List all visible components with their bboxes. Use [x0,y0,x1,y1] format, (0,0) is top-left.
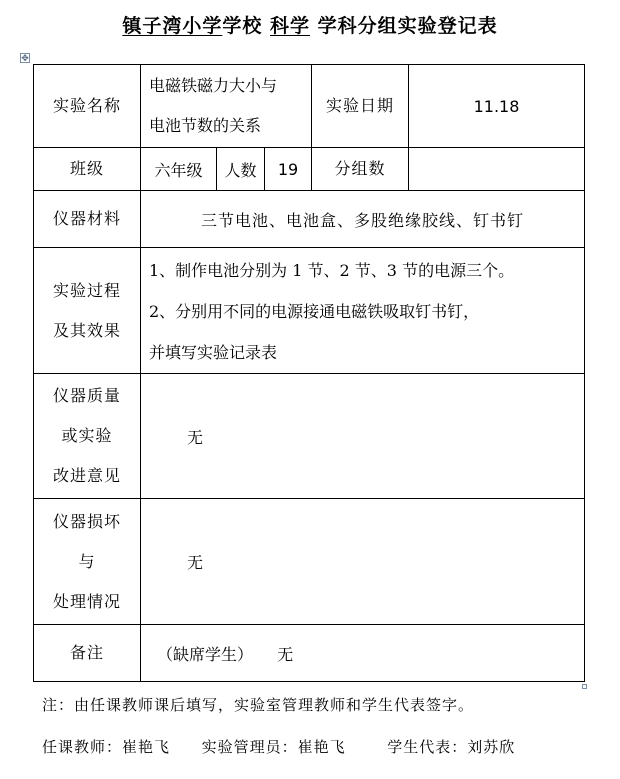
manager-label: 实验管理员： [201,738,298,756]
process-value[interactable] [141,248,585,374]
count-value[interactable]: 19 [265,148,312,191]
experiment-table [33,64,585,682]
row-damage [34,499,585,625]
materials-value[interactable]: 三节电池、电池盒、多股绝缘胶线、钉书钉 [141,191,585,248]
row-materials [34,191,585,248]
groups-value[interactable] [409,148,585,191]
process-label-line1: 实验过程 [52,280,121,300]
subject-name: 科学 [270,15,311,37]
remarks-absent-value: 无 [277,644,294,664]
manager-name: 崔艳飞 [297,738,346,756]
document-title [0,11,620,38]
damage-label-line2: 与 [78,551,96,571]
exp-name-line2: 电池节数的关系 [149,116,262,135]
process-line3: 并填写实验记录表 [149,343,278,362]
row-class [34,148,585,191]
remarks-absent-label: （缺席学生） [157,644,254,664]
remarks-label: 备注 [34,625,141,682]
quality-value[interactable]: 无 [141,374,585,499]
count-label: 人数 [217,148,265,191]
remarks-value[interactable] [141,625,585,682]
footnote: 注：由任课教师课后填写，实验室管理教师和学生代表签字。 [42,696,475,714]
process-label-line2: 及其效果 [52,320,121,340]
row-experiment-name [34,65,585,148]
quality-label-line3: 改进意见 [52,466,121,485]
school-suffix: 学校 [222,15,263,37]
quality-label [34,374,141,499]
row-remarks [34,625,585,682]
materials-label: 仪器材料 [34,191,141,248]
quality-label-line1: 仪器质量 [52,386,121,405]
damage-value[interactable]: 无 [141,499,585,625]
school-name: 镇子湾小学 [122,15,223,37]
process-label [34,248,141,374]
table-move-handle-icon[interactable]: ✥ [21,54,29,64]
exp-name-label: 实验名称 [34,65,141,148]
process-line2: 2、分别用不同的电源接通电磁铁吸取钉书钉， [149,302,480,321]
groups-label: 分组数 [312,148,409,191]
exp-name-value[interactable] [141,65,312,148]
title-suffix: 学科分组实验登记表 [317,15,498,37]
damage-label [34,499,141,625]
process-line1: 1、制作电池分别为 1 节、2 节、3 节的电源三个。 [149,261,515,280]
teacher-label: 任课教师： [42,738,123,756]
exp-date-value[interactable]: 11.18 [409,65,585,148]
row-quality [34,374,585,499]
exp-name-line1: 电磁铁磁力大小与 [149,76,278,95]
exp-date-label: 实验日期 [312,65,409,148]
damage-label-line3: 处理情况 [52,591,121,611]
student-label: 学生代表： [387,738,468,756]
class-label: 班级 [34,148,141,191]
teacher-name: 崔艳飞 [122,738,171,756]
quality-label-line2: 或实验 [61,426,113,445]
class-value[interactable]: 六年级 [141,148,217,191]
signature-line [42,736,515,757]
damage-label-line1: 仪器损坏 [52,511,121,531]
row-process [34,248,585,374]
student-name: 刘苏欣 [467,738,516,756]
table-resize-handle[interactable] [582,684,587,689]
